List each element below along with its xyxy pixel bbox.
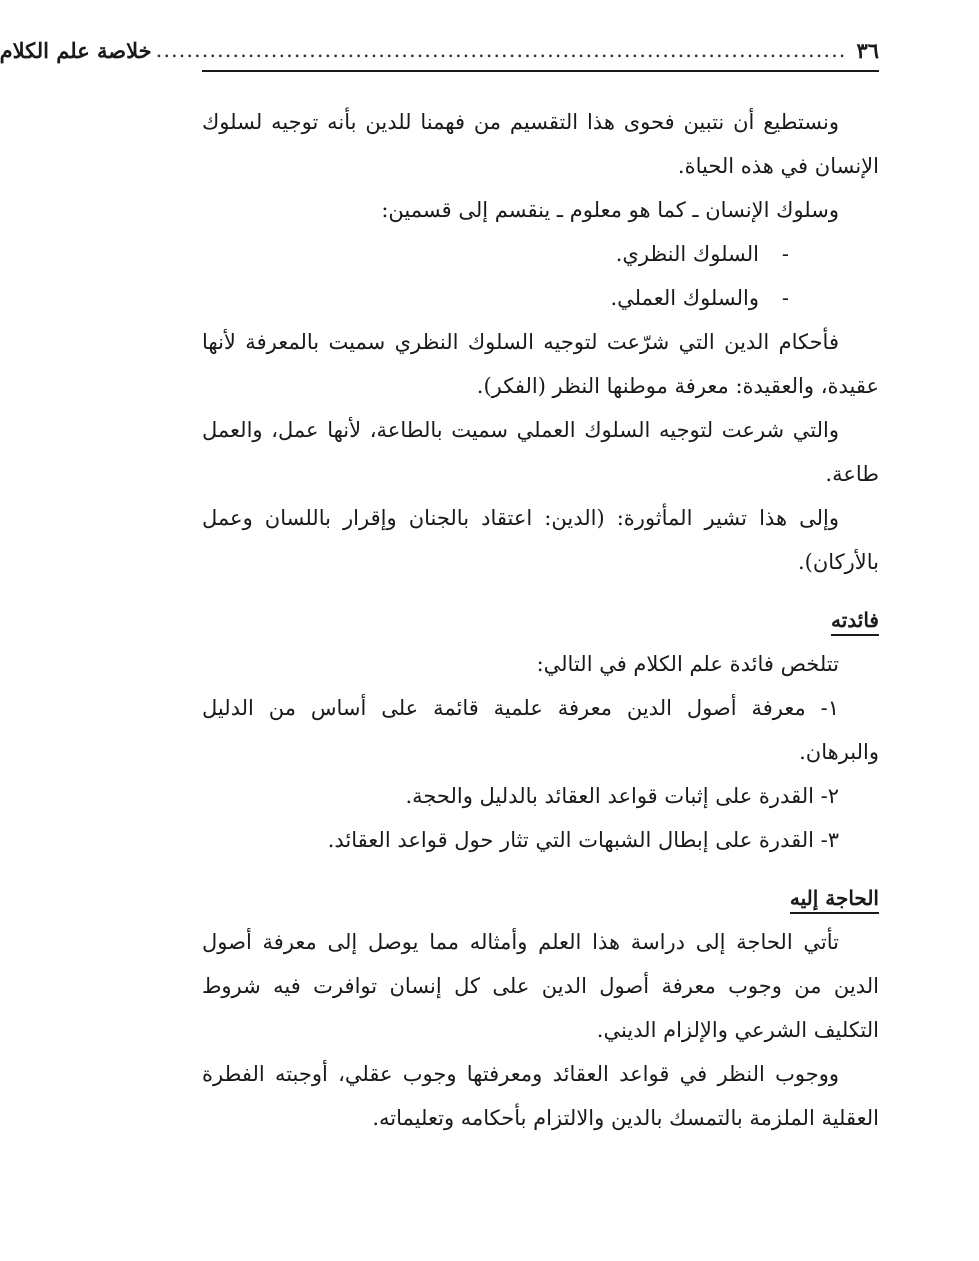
list-item bbox=[202, 232, 879, 276]
paragraph: ووجوب النظر في قواعد العقائد ومعرفتها وجوب عقلي، أوجبته الفطرة العقلية الملزمة بالتمسك بالدين والالتزام بأحكامه وتعليماته. bbox=[202, 1062, 879, 1130]
book-title: خلاصة علم الكلام bbox=[0, 37, 152, 63]
section-gap bbox=[202, 862, 879, 876]
section-heading-benefit bbox=[202, 598, 879, 642]
section-heading-need bbox=[202, 876, 879, 920]
header-leader-dots: .......................................................................................... bbox=[155, 37, 847, 62]
page-number: ٣٦ bbox=[856, 37, 879, 63]
numbered-item: ٢- القدرة على إثبات قواعد العقائد بالدليل والحجة. bbox=[405, 784, 839, 808]
list-item-text: والسلوك العملي. bbox=[610, 286, 759, 310]
list-dash: - bbox=[781, 242, 789, 266]
paragraph: وسلوك الإنسان ـ كما هو معلوم ـ ينقسم إلى قسمين: bbox=[381, 198, 839, 222]
list-item bbox=[202, 276, 879, 320]
list-item-text: السلوك النظري. bbox=[615, 242, 759, 266]
paragraph: تأتي الحاجة إلى دراسة هذا العلم وأمثاله مما يوصل إلى معرفة أصول الدين من وجوب معرفة أصول الدين على كل إنسان توافرت فيه شروط التكليف الشرعي والإلزام الديني. bbox=[202, 930, 879, 1042]
list-dash: - bbox=[781, 286, 789, 310]
paragraph: فأحكام الدين التي شرّعت لتوجيه السلوك النظري سميت بالمعرفة لأنها عقيدة، والعقيدة: معرفة موطنها النظر (الفكر). bbox=[202, 330, 879, 398]
running-header bbox=[0, 30, 879, 72]
numbered-item: ١- معرفة أصول الدين معرفة علمية قائمة على أساس من الدليل والبرهان. bbox=[202, 696, 879, 764]
section-heading-text: الحاجة إليه bbox=[790, 886, 879, 914]
paragraph: ونستطيع أن نتبين فحوى هذا التقسيم من فهمنا للدين بأنه توجيه لسلوك الإنسان في هذه الحياة. bbox=[202, 110, 879, 178]
paragraph: وإلى هذا تشير المأثورة: (الدين: اعتقاد بالجنان وإقرار باللسان وعمل بالأركان). bbox=[202, 506, 879, 574]
section-gap bbox=[202, 584, 879, 598]
page-body bbox=[202, 100, 879, 1140]
section-heading-text: فائدته bbox=[831, 608, 879, 636]
paragraph: تتلخص فائدة علم الكلام في التالي: bbox=[536, 652, 839, 676]
numbered-item: ٣- القدرة على إبطال الشبهات التي تثار حول قواعد العقائد. bbox=[327, 828, 839, 852]
paragraph: والتي شرعت لتوجيه السلوك العملي سميت بالطاعة، لأنها عمل، والعمل طاعة. bbox=[202, 418, 879, 486]
